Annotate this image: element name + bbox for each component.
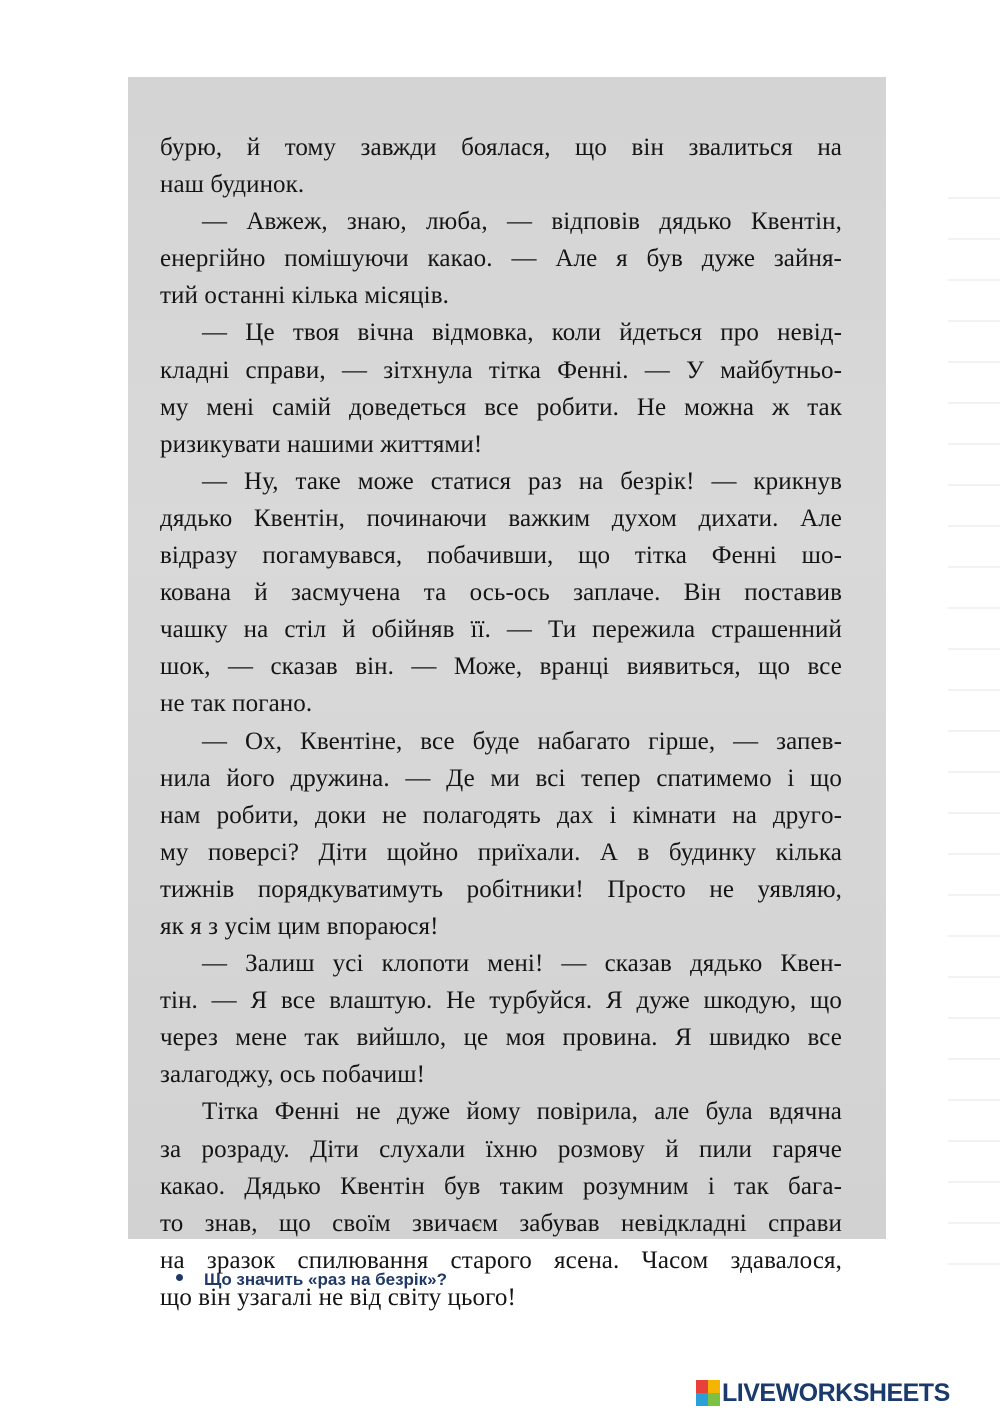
text-line: кована й засмучена та ось-ось заплаче. Він поставив	[160, 579, 842, 607]
text-line: Тітка Фенні не дуже йому повірила, але була вдячна	[202, 1098, 842, 1126]
text-line: енергійно помішуючи какао. — Але я був дуже зайня-	[160, 245, 842, 273]
book-text	[160, 129, 842, 1316]
logo-mark-icon	[696, 1380, 720, 1406]
text-line: не так погано.	[160, 690, 313, 718]
text-line: тін. — Я все влаштую. Не турбуйся. Я дуже шкодую, що	[160, 987, 842, 1015]
text-line: — Ох, Квентіне, все буде набагато гірше, — запев-	[202, 727, 842, 755]
question-text: Що значить «раз на безрік»?	[204, 1270, 447, 1289]
text-line: дядько Квентін, починаючи важким духом дихати. Але	[160, 504, 842, 532]
text-line: нам робити, доки не полагодять дах і кімнати на другo-	[160, 801, 842, 829]
text-line: — Ну, таке може статися раз на безрік! — крикнув	[202, 467, 842, 495]
logo-text: LIVEWORKSHEETS	[722, 1378, 950, 1407]
text-line: чашку на стіл й обійняв її. — Ти пережила страшенний	[160, 616, 842, 644]
text-line: відразу погамувався, побачивши, що тітка Фенні шо-	[160, 542, 842, 570]
text-line: тий останні кілька місяців.	[160, 282, 449, 310]
bullet-icon	[176, 1274, 183, 1281]
text-line: тижнів порядкуватимуть робітники! Просто не уявляю,	[160, 875, 842, 903]
text-line: на зразок спилювання старого ясена. Часом здавалося,	[160, 1246, 842, 1274]
text-line: нила його дружина. — Де ми всі тепер спатимемо і що	[160, 764, 842, 792]
text-line: що він узагалі не від світу цього!	[160, 1283, 516, 1311]
text-line: наш будинок.	[160, 171, 305, 199]
text-line: какао. Дядько Квентін був таким розумним і так бага-	[160, 1172, 842, 1200]
bleed-through-shadow	[948, 197, 1000, 1297]
text-line: кладні справи, — зітхнула тітка Фенні. — У майбутньо-	[160, 356, 842, 384]
text-line: через мене так вийшло, це моя провина. Я швидко все	[160, 1024, 842, 1052]
text-line: — Авжеж, знаю, люба, — відповів дядько Квентін,	[202, 208, 842, 236]
text-line: залагоджу, ось побачиш!	[160, 1061, 426, 1089]
text-line: му мені самій доведеться все робити. Не можна ж так	[160, 393, 842, 421]
text-line: за розраду. Діти слухали їхню розмову й пили гаряче	[160, 1135, 842, 1163]
text-line: му поверсі? Діти щойно приїхали. А в будинку кілька	[160, 838, 842, 866]
text-line: шок, — сказав він. — Може, вранці виявиться, що все	[160, 653, 842, 681]
text-line: — Це твоя вічна відмовка, коли йдеться про невід-	[202, 319, 842, 347]
text-line: — Залиш усі клопоти мені! — сказав дядько Квен-	[202, 950, 842, 978]
liveworksheets-logo[interactable]	[696, 1380, 950, 1406]
text-line: то знав, що своїм звичаєм забував невідкладні справи	[160, 1209, 842, 1237]
text-line: ризикувати нашими життями!	[160, 430, 483, 458]
text-line: як я з усім цим впораюся!	[160, 912, 439, 940]
text-line: бурю, й тому завжди боялася, що він звалиться на	[160, 134, 842, 161]
